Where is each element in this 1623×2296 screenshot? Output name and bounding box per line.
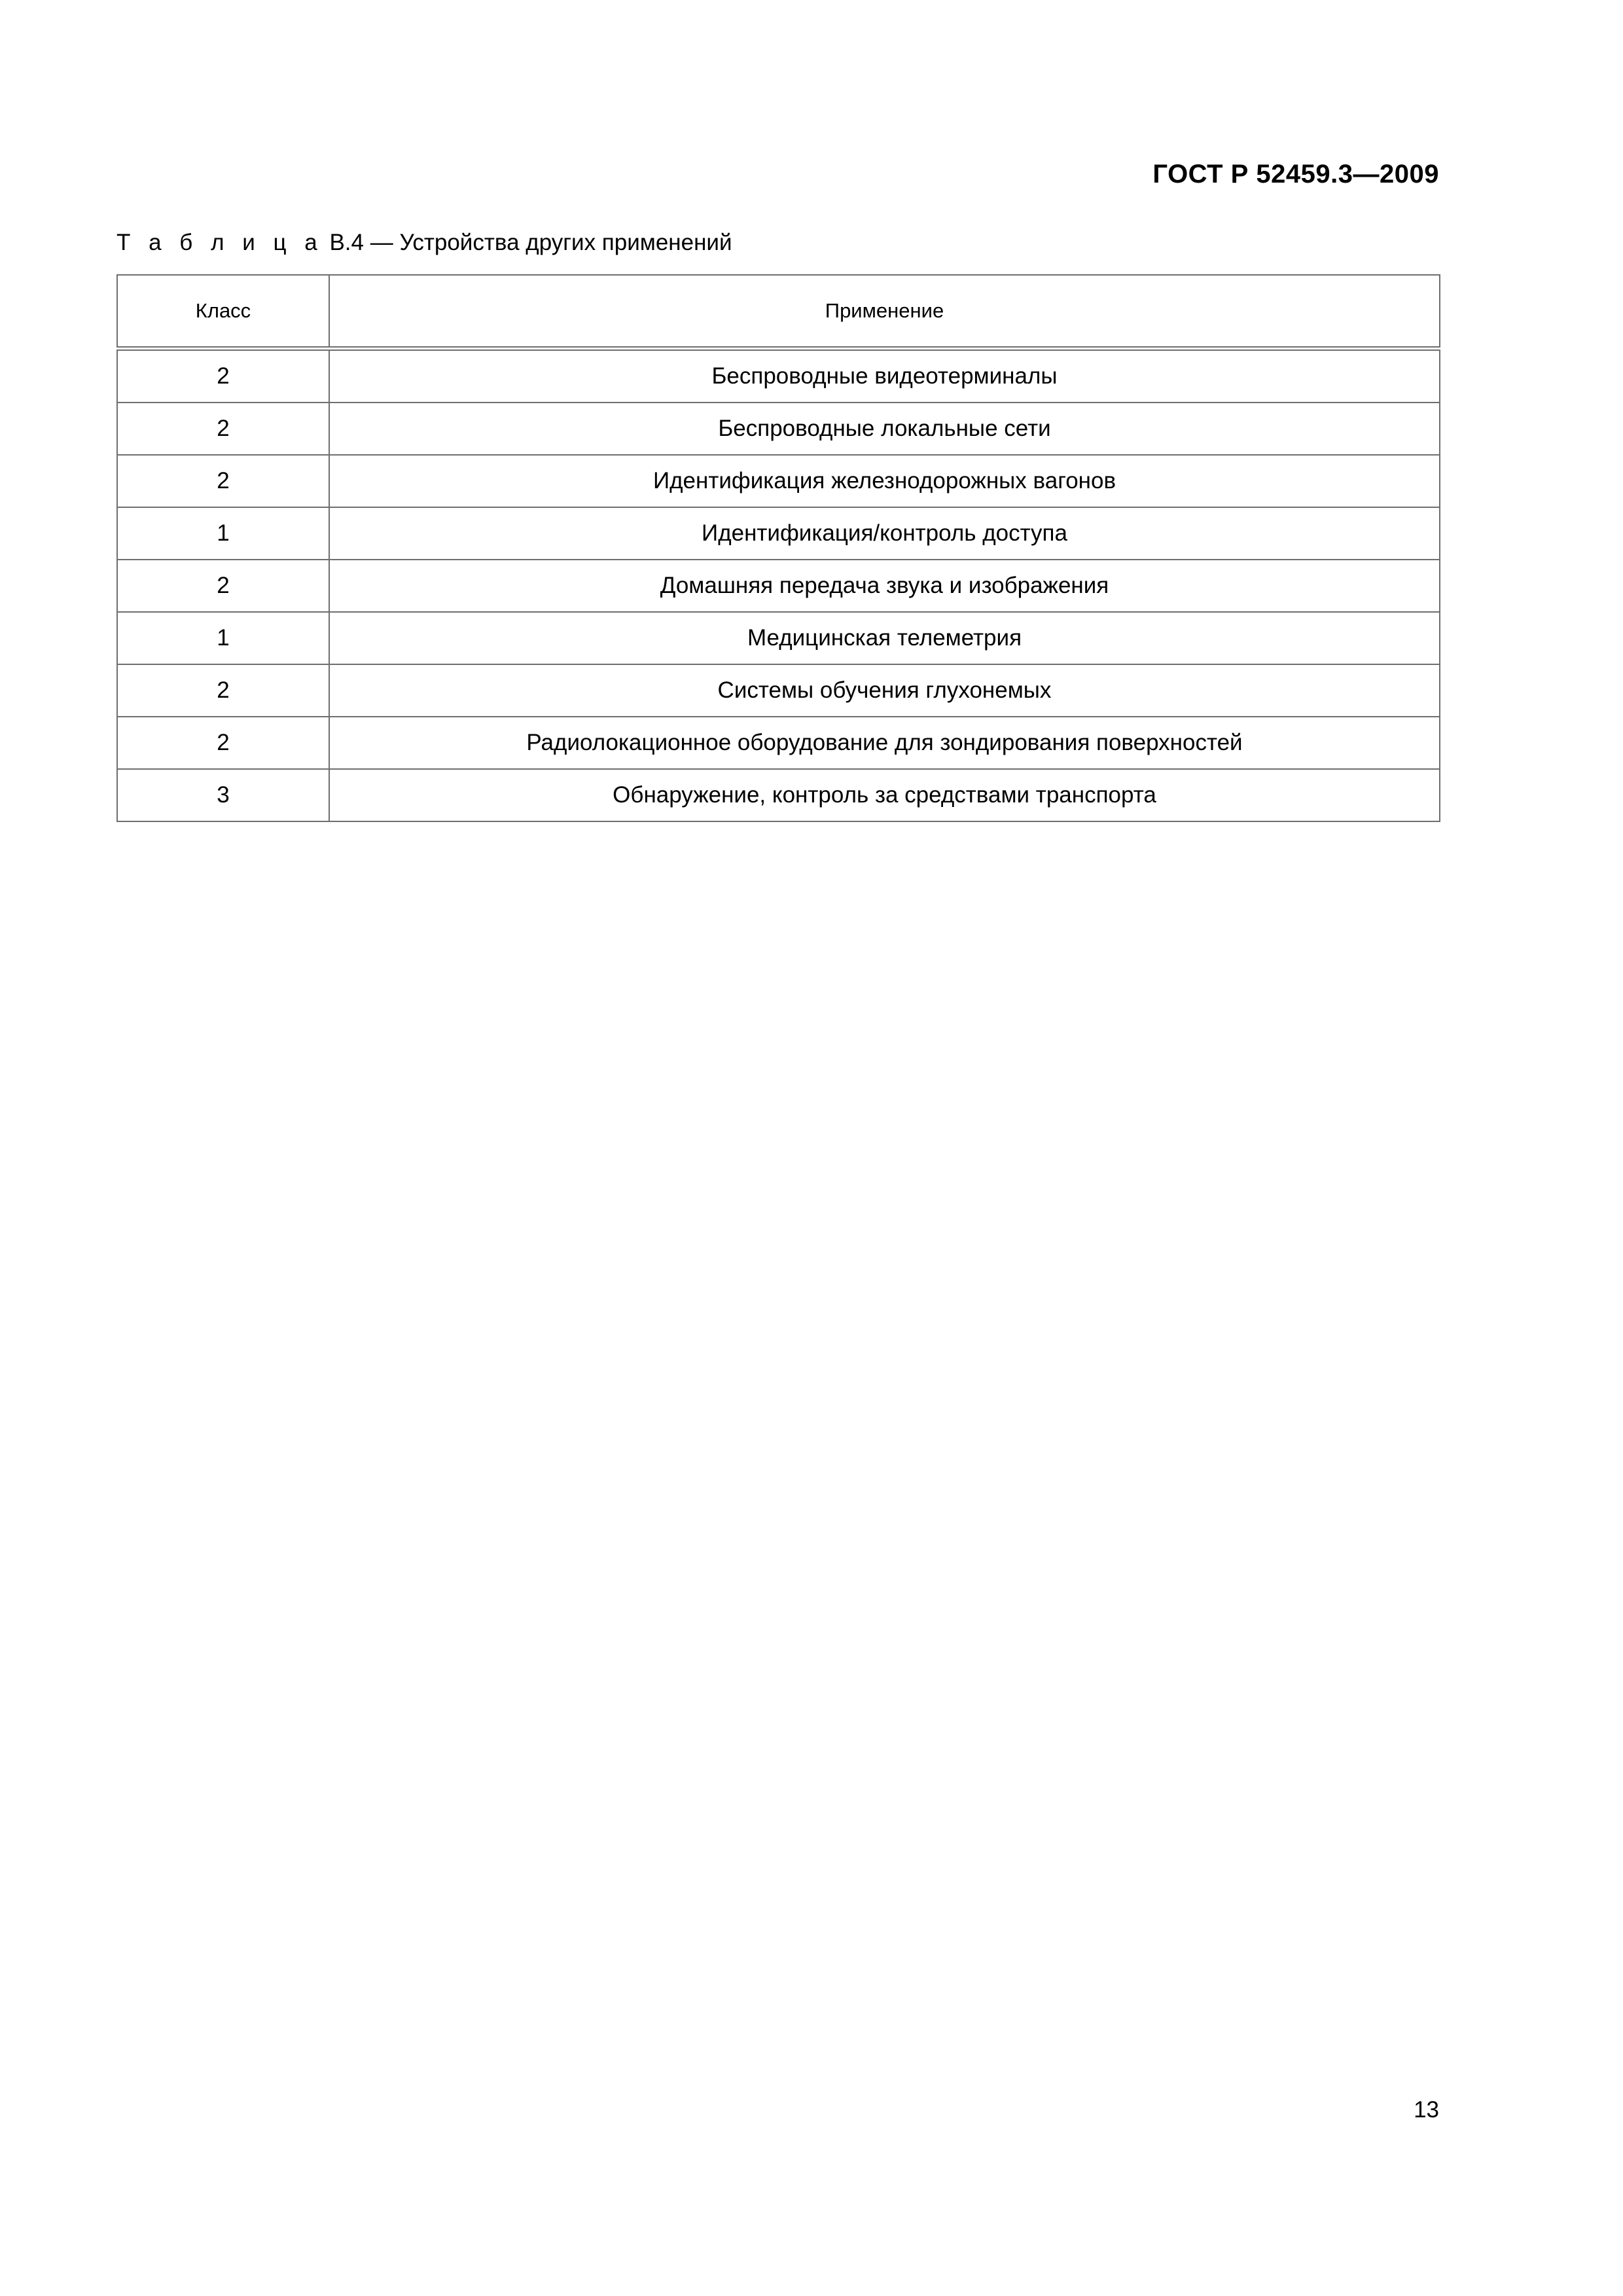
column-header-class: Класс <box>117 275 329 349</box>
table-row <box>117 612 1440 664</box>
cell-application: Медицинская телеметрия <box>329 612 1440 664</box>
table-row <box>117 403 1440 455</box>
table-header-row <box>117 275 1440 349</box>
table-row <box>117 664 1440 717</box>
cell-application: Беспроводные видеотерминалы <box>329 349 1440 403</box>
table-caption-title: В.4 — Устройства других применений <box>323 230 732 255</box>
cell-application: Беспроводные локальные сети <box>329 403 1440 455</box>
cell-class: 2 <box>117 403 329 455</box>
cell-application: Идентификация/контроль доступа <box>329 507 1440 560</box>
cell-class: 2 <box>117 560 329 612</box>
cell-class: 2 <box>117 349 329 403</box>
cell-class: 2 <box>117 455 329 507</box>
table-caption-word: Т а б л и ц а <box>116 230 323 255</box>
cell-application: Радиолокационное оборудование для зондирования поверхностей <box>329 717 1440 769</box>
cell-application: Обнаружение, контроль за средствами транспорта <box>329 769 1440 821</box>
cell-class: 2 <box>117 664 329 717</box>
table-row <box>117 769 1440 821</box>
cell-application: Домашняя передача звука и изображения <box>329 560 1440 612</box>
cell-application: Идентификация железнодорожных вагонов <box>329 455 1440 507</box>
cell-class: 1 <box>117 507 329 560</box>
cell-class: 3 <box>117 769 329 821</box>
table-row <box>117 455 1440 507</box>
table-row <box>117 560 1440 612</box>
column-header-application: Применение <box>329 275 1440 349</box>
page-number: 13 <box>1414 2097 1439 2123</box>
table-caption <box>116 230 732 256</box>
table-row <box>117 507 1440 560</box>
table-row <box>117 717 1440 769</box>
document-standard-id: ГОСТ Р 52459.3—2009 <box>1152 160 1439 188</box>
cell-application: Системы обучения глухонемых <box>329 664 1440 717</box>
cell-class: 2 <box>117 717 329 769</box>
applications-table <box>116 274 1440 822</box>
table-row <box>117 349 1440 403</box>
cell-class: 1 <box>117 612 329 664</box>
